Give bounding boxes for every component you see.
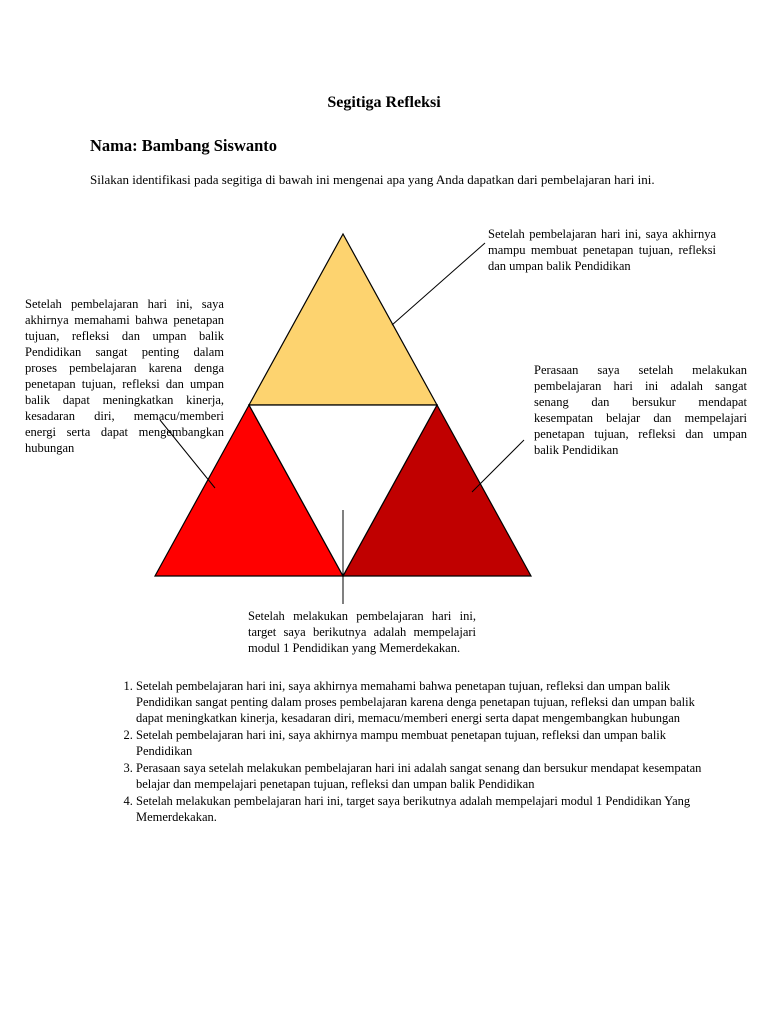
triangle-top-section [249, 234, 437, 405]
list-item: 3. Perasaan saya setelah melakukan pembelajaran hari ini adalah sangat senang dan bersukur mendapat kesempatan belajar dan mempelajari penetapan tujuan, refleksi dan umpan balik Pendidikan [136, 760, 706, 792]
reflection-list [100, 678, 706, 826]
note-top-right: Setelah pembelajaran hari ini, saya akhirnya mampu membuat penetapan tujuan, refleksi dan umpan balik Pendidikan [488, 227, 716, 273]
list-item: 2. Setelah pembelajaran hari ini, saya akhirnya mampu membuat penetapan tujuan, refleksi dan umpan balik Pendidikan [136, 727, 706, 759]
callout-line-top [392, 243, 485, 325]
list-item: 1. Setelah pembelajaran hari ini, saya akhirnya memahami bahwa penetapan tujuan, refleksi dan umpan balik Pendidikan sangat penting dalam proses pembelajaran karena denga penetapan tujuan, refleksi dan umpan balik dapat meningkatkan kinerja, kesadaran diri, memacu/memberi energi serta dapat mengembangkan hubungan [136, 678, 706, 726]
callout-line-right [472, 440, 524, 492]
author-name: Nama: Bambang Siswanto [90, 136, 278, 155]
note-right: Perasaan saya setelah melakukan pembelajaran hari ini adalah sangat senang dan bersukur mendapat kesempatan belajar dan mempelajari penetapan tujuan, refleksi dan umpan balik Pendidikan [534, 363, 747, 457]
list-item: 4. Setelah melakukan pembelajaran hari ini, target saya berikutnya adalah mempelajari modul 1 Pendidikan Yang Memerdekakan. [136, 793, 706, 825]
note-left: Setelah pembelajaran hari ini, saya akhirnya memahami bahwa penetapan tujuan, refleksi dan umpan balik Pendidikan sangat penting dalam proses pembelajaran karena denga penetapan tujuan, refleksi dan umpan balik dapat meningkatkan kinerja, kesadaran diri, memacu/memberi energi serta dapat mengembangkan hubungan [25, 297, 224, 455]
note-bottom: Setelah melakukan pembelajaran hari ini, target saya berikutnya adalah mempelajari modul 1 Pendidikan yang Memerdekakan. [248, 609, 476, 655]
instruction-text: Silakan identifikasi pada segitiga di bawah ini mengenai apa yang Anda dapatkan dari pembelajaran hari ini. [90, 172, 655, 187]
page-title: Segitiga Refleksi [327, 94, 441, 111]
